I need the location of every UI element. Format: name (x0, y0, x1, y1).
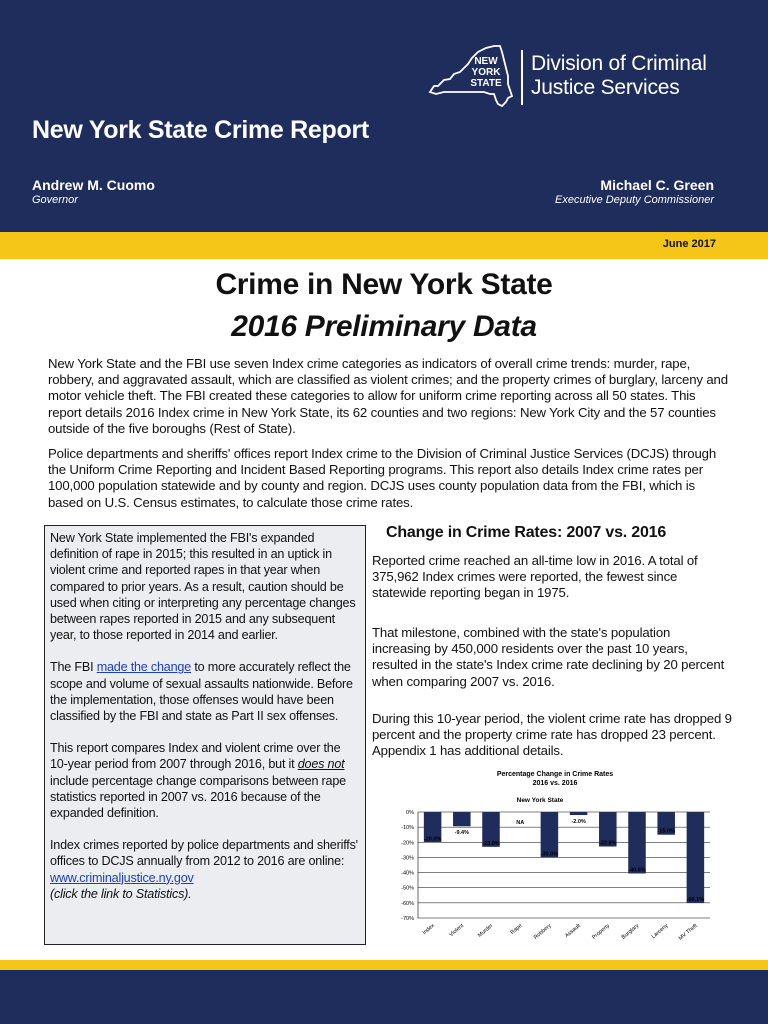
chart-data-label: -60.1% (686, 897, 705, 904)
note-p2-text-before: The FBI (50, 660, 97, 675)
document-subtitle: 2016 Preliminary Data (231, 310, 537, 343)
logo-text-state: STATE (470, 78, 502, 89)
chart-category-label: Violent (448, 922, 466, 939)
note-p3-text-before: This report compares Index and violent crime over the 10-year period from 2007 through 2016, but it (50, 741, 341, 772)
logo-text-york: YORK (471, 67, 501, 78)
note-p2-text-after: to more accurately reflect the scope and volume of sexual assaults nationwide. Before the implementation, those offenses would have been classified by the FBI and state as Part II sex offenses. (50, 660, 353, 724)
chart-data-label: -40.6% (628, 867, 646, 874)
note-p4-text-before: Index crimes reported by police departments and sheriffs' offices to DCJS annually from 2012 to 2016 are online: (50, 838, 358, 869)
chart-y-tick-label: 0% (406, 810, 414, 816)
chart-data-label: NA (516, 820, 525, 826)
chart-bar (570, 812, 588, 815)
report-header (0, 0, 768, 232)
change-paragraph-3: During this 10-year period, the violent crime rate has dropped 9 percent and the property crime rate has dropped 23 percent. Appendix 1 has additional details. (372, 711, 732, 759)
chart-data-label: -30.0% (540, 851, 559, 858)
chart-category-label: MV Theft (677, 922, 699, 942)
chart-y-tick-label: -20% (401, 840, 414, 847)
chart-data-label: -9.4% (454, 830, 469, 837)
new-york-state-logo (424, 42, 520, 108)
chart-category-label: Larceny (650, 922, 670, 941)
chart-y-tick-label: -50% (401, 885, 414, 892)
agency-name-line-1: Division of Criminal (531, 52, 707, 75)
chart-subtitle: 2016 vs. 2016 (532, 780, 578, 787)
chart-category-label: Murder (477, 922, 495, 939)
note-paragraph-3 (50, 740, 360, 821)
chart-y-tick-label: -30% (401, 855, 414, 862)
note-paragraph-1: New York State implemented the FBI's expanded definition of rape in 2015; this resulted in an uptick in violent crime and reported rapes in that year when compared to prior years. As a result, caution should be used when citing or interpreting any percentage changes between rapes reported in 2015 and any subsequent year, to those reported in 2014 and earlier. (50, 531, 356, 643)
change-section-heading: Change in Crime Rates: 2007 vs. 2016 (386, 524, 667, 541)
chart-y-tick-label: -10% (401, 825, 414, 832)
chart-category-label: Burglary (620, 922, 641, 941)
chart-y-tick-label: -70% (401, 916, 414, 922)
chart-category-label: Assault (564, 922, 582, 940)
note-p3-text-after: include percentage change comparisons between rape statistics reported in 2007 vs. 2016 because of the expanded definition. (50, 773, 346, 821)
chart-category-label: Index (421, 922, 436, 937)
note-p3-emphasis: does not (297, 757, 345, 772)
rape-definition-note-box (44, 525, 366, 945)
intro-paragraph-1: New York State and the FBI use seven Index crime categories as indicators of overall crime trends: murder, rape, robbery, and aggravated assault, which are classified as violent crimes; and the property crimes of burglary, larceny and motor vehicle theft. The FBI created these categories to allow for uniform crime reporting across all 50 states. This report details 2016 Index crime in New York State, its 62 counties and two regions: New York City and the 57 counties outside of the five boroughs (Rest of State). (48, 356, 728, 436)
chart-bar (628, 812, 646, 873)
agency-name (531, 52, 707, 100)
chart-data-label: -22.8% (599, 840, 617, 847)
intro-paragraph-2: Police departments and sheriffs' offices report Index crime to the Division of Criminal Justice Services (DCJS) through the Uniform Crime Reporting and Incident Based Reporting programs. This report also details Index crime rates per 100,000 population statewide and by county and region. DCJS uses county population data from the FBI, which is based on U.S. Census estimates, to calculate those crime rates. (48, 446, 717, 510)
chart-category-label: Rape (509, 922, 524, 936)
chart-data-label: -20.0% (423, 836, 442, 843)
note-paragraph-2 (50, 659, 360, 724)
criminaljustice-website-link[interactable]: www.criminaljustice.ny.gov (50, 870, 194, 885)
report-title: New York State Crime Report (32, 116, 369, 144)
date-bar (0, 232, 768, 259)
agency-name-line-2: Justice Services (531, 76, 680, 99)
chart-title: Percentage Change in Crime Rates (496, 771, 614, 778)
percentage-change-chart (390, 766, 720, 946)
chart-y-tick-label: -60% (401, 900, 414, 907)
logo-divider (521, 50, 523, 105)
change-paragraph-1: Reported crime reached an all-time low in 2016. A total of 375,962 Index crimes were reported, the fewest since statewide reporting began in 1975. (372, 553, 698, 601)
document-title: Crime in New York State (215, 268, 553, 301)
chart-bar (687, 812, 705, 903)
chart-series-label: New York State (516, 797, 564, 804)
chart-category-label: Property (591, 922, 612, 941)
report-date: June 2017 (662, 238, 716, 250)
commissioner-name: Michael C. Green (600, 177, 714, 193)
made-the-change-link[interactable]: made the change (96, 660, 192, 675)
chart-data-label: -23.0% (482, 840, 500, 847)
change-paragraph-2: That milestone, combined with the state's population increasing by 450,000 residents over the past 10 years, resulted in the state's Index crime rate declining by 20 percent when comparing 2007 vs. 2016. (372, 625, 725, 689)
note-paragraph-4 (50, 837, 360, 902)
logo-text-new: NEW (474, 56, 498, 67)
governor-name: Andrew M. Cuomo (32, 177, 155, 193)
chart-y-tick-label: -40% (401, 870, 414, 877)
chart-data-label: -15.0% (657, 828, 675, 835)
chart-data-label: -2.0% (571, 819, 586, 826)
footer-yellow-stripe (0, 960, 768, 970)
chart-bar (453, 812, 471, 826)
note-p4-text-after: (click the link to Statistics). (50, 886, 192, 901)
commissioner-role: Executive Deputy Commissioner (555, 194, 714, 206)
chart-category-label: Robbery (532, 922, 553, 941)
governor-role: Governor (32, 194, 78, 206)
footer-band (0, 970, 768, 1024)
